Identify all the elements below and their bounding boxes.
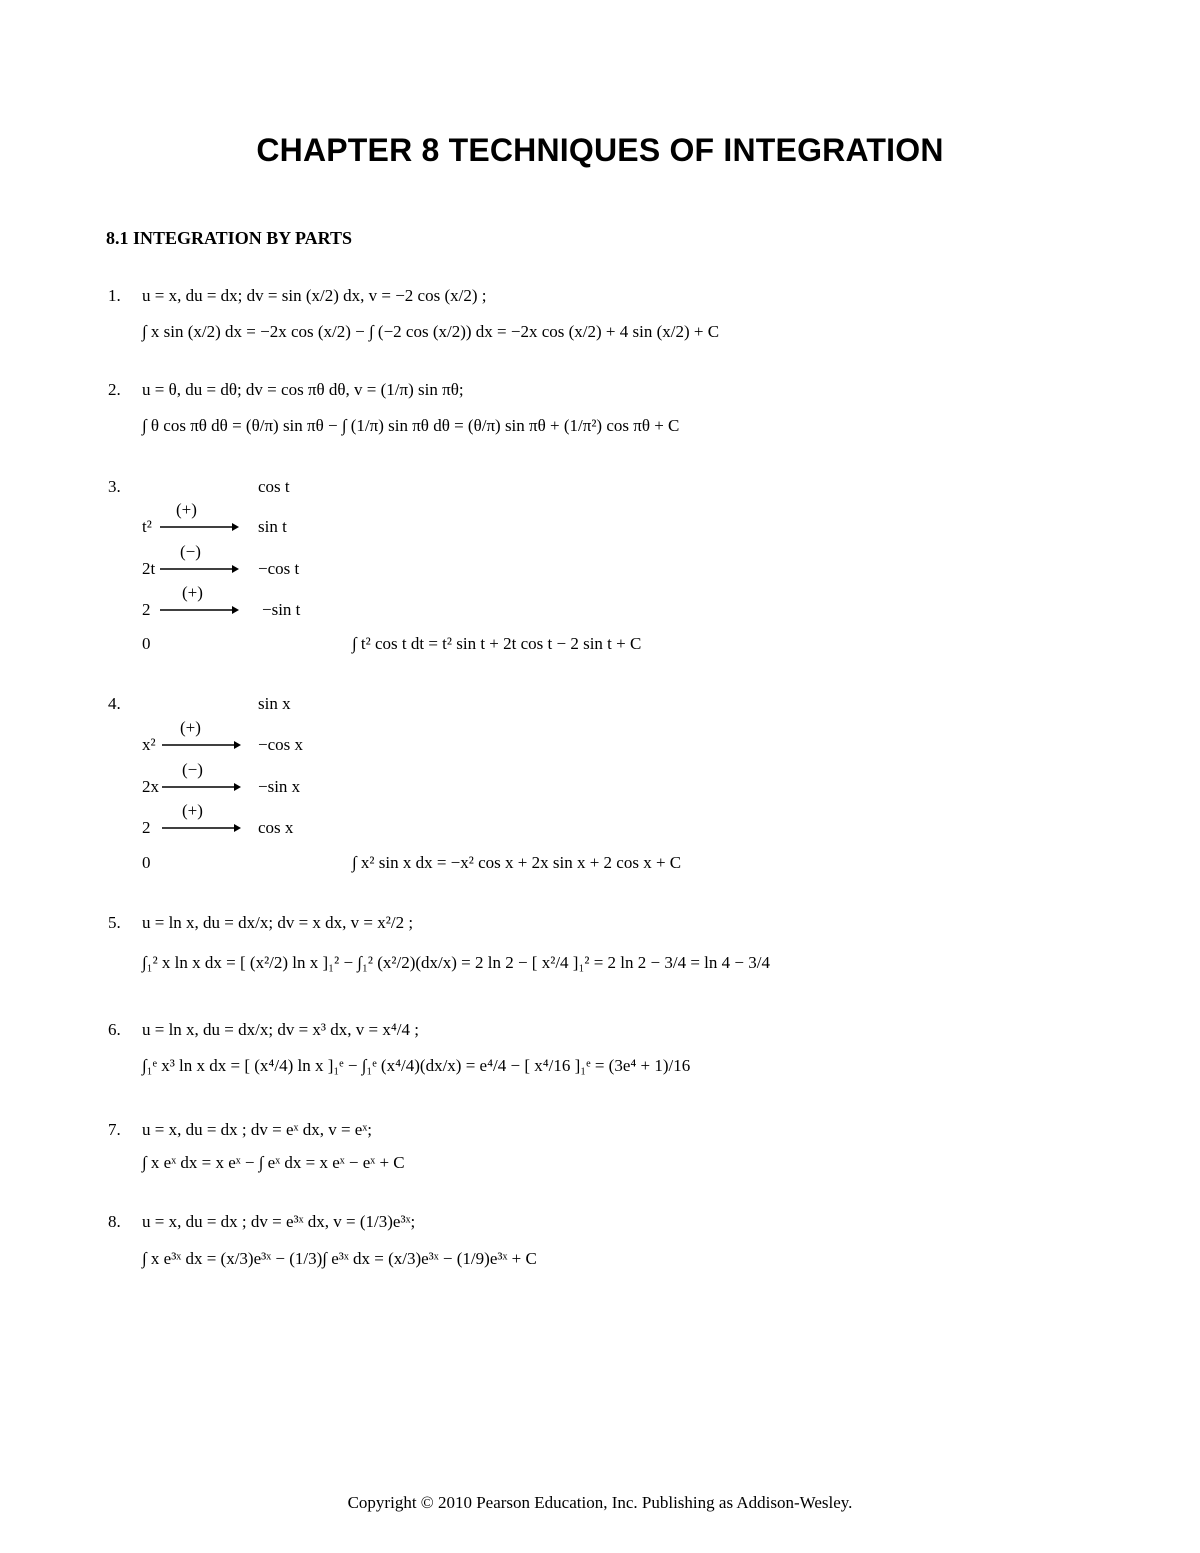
sign-label: (−): [180, 542, 201, 561]
problem-result: ∫ x² sin x dx = −x² cos x + 2x sin x + 2 cos x + C: [352, 853, 682, 872]
tabular-left-entry: 2t: [142, 559, 156, 578]
problem-line: u = ln x, du = dx/x; dv = x dx, v = x²/2 ;: [142, 913, 414, 932]
tabular-right-entry: cos x: [258, 818, 294, 837]
problem-line: u = ln x, du = dx/x; dv = x³ dx, v = x⁴/4 ;: [142, 1020, 419, 1039]
tabular-right-entry: sin t: [258, 517, 287, 536]
problem-number: 4.: [108, 694, 121, 713]
problem-number: 8.: [108, 1212, 121, 1231]
arrow-icon: [160, 520, 240, 534]
tabular-left-entry: 2: [142, 600, 151, 619]
copyright-footer: Copyright © 2010 Pearson Education, Inc. Publishing as Addison-Wesley.: [347, 1493, 853, 1512]
sign-label: (+): [176, 500, 197, 519]
tabular-left-entry: 2x: [142, 777, 159, 796]
tabular-left-entry: 0: [142, 634, 151, 653]
sign-label: (−): [182, 760, 203, 779]
tabular-left-entry: t²: [142, 517, 152, 536]
arrow-icon: [160, 603, 240, 617]
tabular-left-entry: 0: [142, 853, 151, 872]
section-heading: 8.1 INTEGRATION BY PARTS: [106, 228, 353, 248]
tabular-right-entry: −sin t: [262, 600, 301, 619]
chapter-title: CHAPTER 8 TECHNIQUES OF INTEGRATION: [256, 132, 944, 168]
problem-line: u = θ, du = dθ; dv = cos πθ dθ, v = (1/π) sin πθ;: [142, 380, 464, 399]
tabular-left-entry: 2: [142, 818, 151, 837]
problem-line: ∫ θ cos πθ dθ = (θ/π) sin πθ − ∫ (1/π) sin πθ dθ = (θ/π) sin πθ + (1/π²) cos πθ + C: [142, 416, 680, 435]
problem-number: 7.: [108, 1120, 121, 1139]
sign-label: (+): [182, 583, 203, 602]
problem-number: 1.: [108, 286, 121, 305]
problem-line: ∫ x eˣ dx = x eˣ − ∫ eˣ dx = x eˣ − eˣ + C: [142, 1153, 405, 1172]
tabular-right-entry: sin x: [258, 694, 291, 713]
sign-label: (+): [180, 718, 201, 737]
sign-label: (+): [182, 801, 203, 820]
tabular-right-entry: −sin x: [258, 777, 301, 796]
problem-line: u = x, du = dx; dv = sin (x/2) dx, v = −2 cos (x/2) ;: [142, 286, 487, 305]
arrow-icon: [160, 562, 240, 576]
problem-number: 3.: [108, 477, 121, 496]
problem-number: 2.: [108, 380, 121, 399]
problem-line: ∫₁² x ln x dx = [ (x²/2) ln x ]₁² − ∫₁² (x²/2)(dx/x) = 2 ln 2 − [ x²/4 ]₁² = 2 ln 2 − 3/4 = ln 4 − 3/4: [142, 953, 770, 972]
problem-line: ∫ x sin (x/2) dx = −2x cos (x/2) − ∫ (−2 cos (x/2)) dx = −2x cos (x/2) + 4 sin (x/2) + C: [142, 322, 720, 341]
problem-number: 5.: [108, 913, 121, 932]
tabular-left-entry: x²: [142, 735, 156, 754]
arrow-icon: [162, 821, 242, 835]
arrow-icon: [162, 738, 242, 752]
problem-line: ∫ x e³ˣ dx = (x/3)e³ˣ − (1/3)∫ e³ˣ dx = (x/3)e³ˣ − (1/9)e³ˣ + C: [142, 1249, 537, 1268]
problem-number: 6.: [108, 1020, 121, 1039]
tabular-right-entry: cos t: [258, 477, 290, 496]
arrow-icon: [162, 780, 242, 794]
tabular-right-entry: −cos t: [258, 559, 300, 578]
problem-line: ∫₁ᵉ x³ ln x dx = [ (x⁴/4) ln x ]₁ᵉ − ∫₁ᵉ (x⁴/4)(dx/x) = e⁴/4 − [ x⁴/16 ]₁ᵉ = (3e⁴ + 1)/16: [142, 1056, 691, 1075]
problem-line: u = x, du = dx ; dv = e³ˣ dx, v = (1/3)e³ˣ;: [142, 1212, 416, 1231]
problem-result: ∫ t² cos t dt = t² sin t + 2t cos t − 2 sin t + C: [352, 634, 642, 653]
problem-line: u = x, du = dx ; dv = eˣ dx, v = eˣ;: [142, 1120, 372, 1139]
tabular-right-entry: −cos x: [258, 735, 303, 754]
